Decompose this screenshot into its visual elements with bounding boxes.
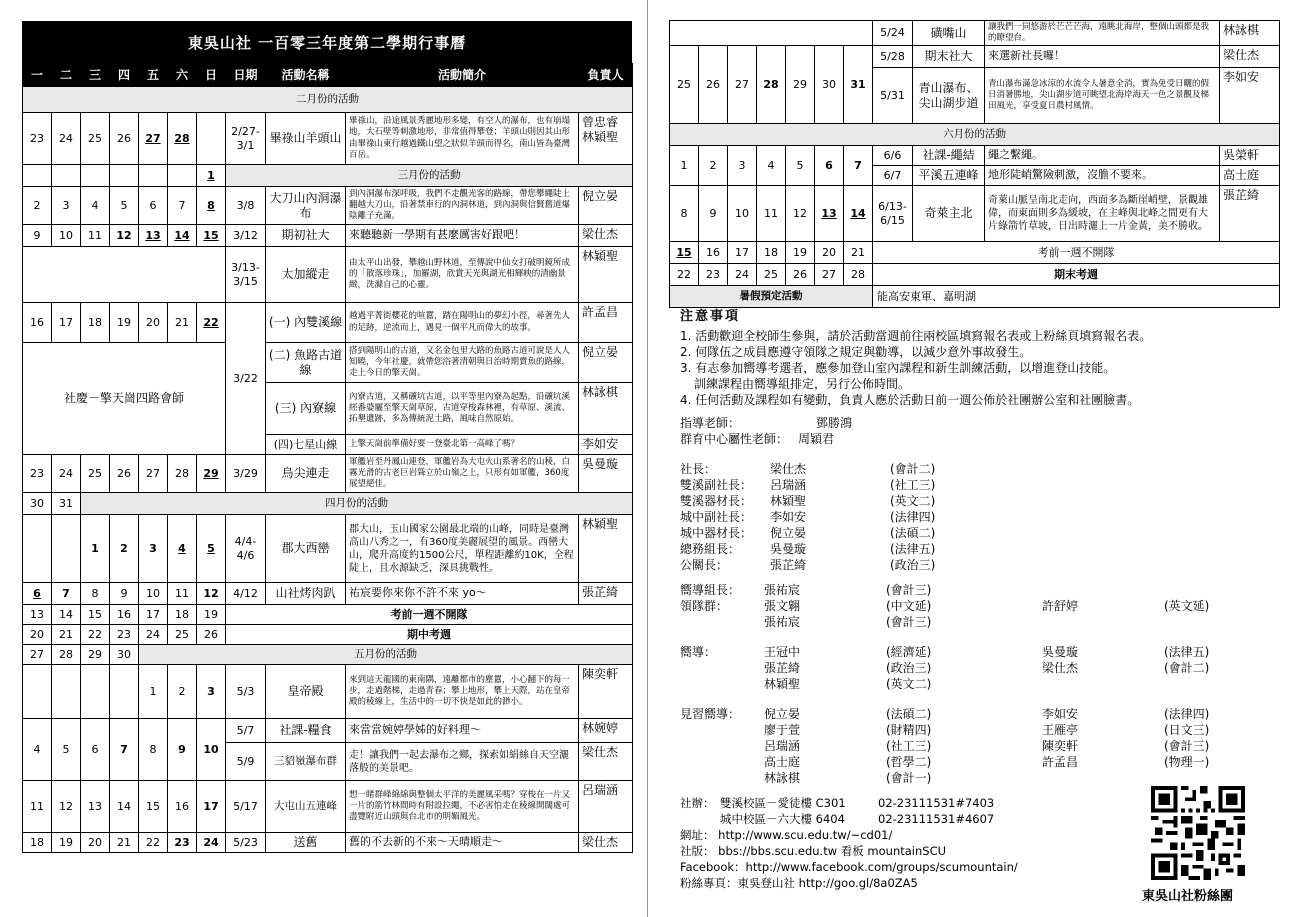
note-item: 1. 活動歡迎全校師生參與，請於活動當週前往兩校區填寫報名表或上粉絲頁填寫報名表。 <box>680 328 1152 343</box>
anniversary-label: 社慶－擎天崗四路會師 <box>23 343 226 455</box>
table-row: 11 12 13 14 15 16 17 5/17 大屯山五連峰 想一睹群峰綿綿與整個太平洋的美麗風采嗎？穿梭在一片又一片的箭竹林間時有附設拉繩，不必害怕走在稜線開闊處可盡覽附近山頭與台北市的明媚風光。 呂瑞涵 <box>23 781 633 833</box>
day-tue: 二 <box>52 64 81 87</box>
table-row: 9 10 11 12 13 14 15 3/12 期初社大 來聽聽新一學期有甚麼厲害好跟吧！ 梁仕杰 <box>23 225 633 247</box>
table-row: 1 2 3 4 5 4/4-4/6 郡大西巒 郡大山，玉山國家公園最北端的山峰，同時是臺灣高山八秀之一，有360度美麗展望的風景。西巒大山，爬升高度約1500公尺，單程距離約10K，全程陡上，且水源缺乏，深具挑戰性。 林穎聖 <box>23 515 633 583</box>
table-row <box>670 286 1280 308</box>
qr-label: 東吳山社粉絲團 <box>1142 889 1234 904</box>
qr-code-icon[interactable] <box>1146 786 1250 880</box>
table-row: 3/13-3/15 太加縱走 由太平山出發，攀越山野林道，至傳說中仙女打破明鏡所成的「散落珍珠」，加羅湖，欣賞天光與湖光相輝映的清幽景緻，洗滌自己的心靈。 林穎聖 <box>23 247 633 303</box>
section-feb: 二月份的活動 <box>23 87 633 113</box>
table-row: 8 9 10 11 12 13 14 6/13-6/15 奇萊主北 奇萊山脈呈南北走向，西面多為斷崖峭壁，景觀雄偉，而東面則多為緩坡，在主峰與北峰之間更有大片綠箭竹草坡，日出時灑上一片金黃，美不勝收。 張芷綺 <box>670 186 1280 242</box>
table-row: 23 24 25 26 27 28 29 3/29 烏尖連走 軍艦岩至丹鳳山連登，軍艦岩為大屯火山系著名的山稜，白霧光滑的古老巨岩聳立於山嶺之上，只形有如軍艦，360度展望絕佳。 吳曼璇 <box>23 455 633 493</box>
table-row: 16 17 18 19 20 21 22 3/22 (一) 內雙溪線 越過平菁街櫻花的喧囂，踏在陽明山的夢幻小徑，尋著先人的足跡，逆流而上，遇見一個平凡而偉大的故事。 許孟昌 <box>23 303 633 343</box>
table-row: 1 2 3 4 5 6 7 6/6 社課-繩結 繩之繫繩。 吳榮軒 <box>670 146 1280 166</box>
owner-header: 負責人 <box>579 64 633 87</box>
date-header: 日期 <box>226 64 266 87</box>
guides: 嚮導組長： 張祐宸 (會計三) 領隊群： 張文翱 (中文延) 許舒婷 (英文延) 張祐宸 (會計三) 嚮導： 王冠中 (經濟延) 吳曼璇 (法律五) 張芷綺 (政治三) 梁仕杰 (會計二) 林穎聖 (英文二) 見習嚮導： 倪立晏 (法碩二) 李如安 (法律四) 廖于萱 (財精四) 王雁亭 (日文三) 呂瑞涵 (社工三) 陳奕軒 (會計三) 高士庭 (哲學二) 許孟昌 (物理一) 林詠棋 (會計一) <box>680 583 1210 785</box>
calendar-title: 東吳山社 一百零三年度第二學期行事曆 <box>22 21 632 63</box>
notes-section <box>680 308 1151 408</box>
table-row: 5/24 磺嘴山 讓我們一同悠游於芒芒芒海，遠眺北海岸，整個山頭都是我的瞭望台。 林詠棋 <box>670 21 1280 46</box>
note-item: 訓練課程由嚮導組排定，另行公佈時間。 <box>694 377 911 392</box>
section-jun: 六月份的活動 <box>670 124 1280 146</box>
day-thu: 四 <box>110 64 139 87</box>
facebook-link[interactable]: Facebook：http://www.facebook.com/groups/scumountain/ <box>680 859 1018 874</box>
table-row: (四)七星山線 上擎天崗前準備好要一登臺北第一高峰了嗎？ 李如安 <box>23 435 633 455</box>
table-row: 18 19 20 21 22 23 24 5/23 送舊 舊的不去新的不來～天晴順走～ 梁仕杰 <box>23 833 633 853</box>
bbs-link[interactable]: 社版： bbs://bbs.scu.edu.tw 看板 mountainSCU <box>680 843 947 858</box>
table-row: 6/7 平溪五連峰 地形陡峭驚險刺激，沒膽不要來。 高士庭 <box>670 166 1280 186</box>
calendar-table-right <box>669 20 1280 308</box>
section-mar: 三月份的活動 <box>226 165 633 187</box>
table-row: 4 5 6 7 8 9 10 5/7 社課-糧食 來當當婉婷學姊的好料理～ 林婉婷 <box>23 719 633 743</box>
note-item: 3. 有志參加嚮導考選者，應參加登山室內課程和新生訓練活動，以增進登山技能。 <box>680 360 1116 375</box>
table-row: 20 21 22 23 24 25 26 期中考週 <box>23 625 633 645</box>
table-row: 2 3 4 5 6 7 8 3/8 大刀山內洞瀑布 到內洞瀑布深呼吸，我們不走觀光客的路線，帶您攀繩陡上翻越大刀山，沿著禁車行的內洞林道，到內洞與信賢舊道爆陰離子充滿。 倪立晏 <box>23 187 633 225</box>
notes-title: 注意事項 <box>680 309 741 324</box>
table-row: 25 26 27 28 29 30 31 5/28 期末社大 來選新社長囉！ 梁仕杰 <box>670 46 1280 68</box>
officers: 社長： 梁仕杰 (會計二) 雙溪副社長： 呂瑞涵 (社工三) 雙溪器材長： 林穎聖 (英文二) 城中副社長： 李如安 (法律四) 城中器材長： 倪立晏 (法碩二) 總務組長： 吳曼璇 (法律五) 公關長： 張芷綺 (政治三) <box>680 462 936 572</box>
advisors: 指導老師： 鄧勝鴻 群育中心屬性老師： 周穎君 <box>680 416 853 446</box>
day-fri: 五 <box>139 64 168 87</box>
table-row: 5/9 三貂嶺瀑布群 走！讓我們一起去瀑布之鄉，探索如絹絲自天空灑落般的美景吧。 梁仕杰 <box>23 743 633 781</box>
table-row: 22 23 24 25 26 27 28 期末考週 <box>670 264 1280 286</box>
table-row: 15 16 17 18 19 20 21 考前一週不開隊 <box>670 242 1280 264</box>
table-row: 5/31 青山瀑布、尖山湖步道 青山瀑布滿急冰涼的水流令人暑意全消，實為免受日曬的假日消暑勝地，尖山湖步道可眺望北海岸海天一色之景觀及梯田風光，享受夏日農村風情。 李如安 <box>670 68 1280 124</box>
website-link[interactable]: 網址： http://www.scu.edu.tw/~cd01/ <box>680 828 893 842</box>
day-sat: 六 <box>168 64 197 87</box>
day-sun: 日 <box>197 64 226 87</box>
table-row: (三) 內寮線 內寮古道，又稱礦坑古道，以平等里內寮為起點，沿礦坑溪經番婆屬至擎天崗草原，古道穿梭森林裡，有草原、溪流、拓墾遺跡，多為傳統泥土路，風味自然原始。 林詠棋 <box>23 383 633 435</box>
note-item: 2. 何隊伍之成員應遵守領隊之規定與勸導，以減少意外事故發生。 <box>680 344 1032 359</box>
fanpage-link[interactable]: 粉絲專頁：東吳登山社 http://goo.gl/8a0ZA5 <box>680 875 918 890</box>
day-mon: 一 <box>23 64 52 87</box>
activity-header: 活動名稱 <box>266 64 346 87</box>
section-apr: 四月份的活動 <box>81 493 633 515</box>
table-row: 23 24 25 26 27 28 2/27-3/1 畢祿山羊頭山 畢祿山，沿途風景秀麗地形多變，有空人的瀑布，也有崩塌地，大石壁等刺激地形，非常值得攀登；羊頭山則因其山形由畢祿山東行越過鐵山望之狀似羊頭而得名，南山皆為臺灣百岳。 曾忠睿 林穎聖 <box>23 113 633 165</box>
table-row: 1 2 3 5/3 皇帝殿 來到這天龍國的東南隅，遠離都市的塵囂，小心翻下的每一步，走過階梯，走過青春；攀上地形，攀上天際，站在皇帝殿的稜線上，生活中的一切不快是如此的渺小。 陳奕軒 <box>23 665 633 719</box>
table-row: 13 14 15 16 17 18 19 考前一週不開隊 <box>23 605 633 625</box>
calendar-table-left: 一 二 三 四 五 六 日 日期 活動名稱 活動簡介 負責人 二月份的活動 23 24 25 26 27 28 2/27-3/1 畢祿山羊頭山 畢祿山，沿途風景秀麗地形多變，有空人的瀑布，也有崩塌地，大石壁等刺激地形，非常值得攀登；羊頭山則因其山形由畢祿山東行越過鐵山望之狀似羊頭而得名，南山皆為臺灣百岳。 曾忠睿 林穎聖 1 三月份的活動 2 3 4 5 6 7 8 3/8 大刀山內洞瀑布 到內洞瀑布深呼吸，我們不走觀光客的路線，帶您攀繩陡上翻越大刀山，沿著禁車行的內洞林道，到內洞與信賢舊道爆陰離子充滿。 倪立晏 9 10 11 12 13 14 15 3/12 期初社大 來聽聽新一學期有甚麼厲害好跟吧！ 梁仕杰 3/13-3/15 太加縱走 由太平山出發，攀越山野林道，至傳說中仙女打破明鏡所成的「散落珍珠」，加羅湖，欣賞天光與湖光相輝映的清幽景緻，洗滌自己的心靈。 林穎聖 16 17 18 19 20 21 22 3/22 (一) 內雙溪線 越過平菁街櫻花的喧囂，踏在陽明山的夢幻小徑，尋著先人的足跡，逆流而上，遇見一個平凡而偉大的故事。 許孟昌 社慶－擎天崗四路會師 (二) 魚路古道線 搭到陽明山的古道，又名金包里大路的魚路古道可說是人人知曉，今年社慶，就帶您浴著清朝與日治時期賣魚的路線，走上今日的擎天崗。 倪立晏 (三) 內寮線 內寮古道，又稱礦坑古道，以平等里內寮為起點，沿礦坑溪經番婆屬至擎天崗草原，古道穿梭森林裡，有草原、溪流、拓墾遺跡，多為傳統泥土路，風味自然原始。 林詠棋 (四)七星山線 上擎天崗前準備好要一登臺北第一高峰了嗎？ 李如安 23 24 25 26 27 28 29 3/29 烏尖連走 軍艦岩至丹鳳山連登，軍艦岩為大屯火山系著名的山稜，白霧光滑的古老巨岩聳立於山嶺之上，只形有如軍艦，360度展望絕佳。 吳曼璇 30 31 四月份的活動 1 2 3 4 5 4/4-4/6 郡大西巒 郡大山，玉山國家公園最北端的山峰，同時是臺灣高山八秀之一，有360度美麗展望的風景。西巒大山，爬升高度約1500公尺，單程距離約10K，全程陡上，且水源缺乏，深具挑戰性。 林穎聖 6 7 8 9 10 11 12 4/12 山社烤肉趴 祐宸要你來你不許不來 yo～ 張芷綺 13 14 15 16 17 18 19 考前一週不開隊 20 21 22 23 24 25 26 期中考週 27 28 29 30 五月份的活動 1 2 3 5/3 皇帝殿 來到這天龍國的東南隅，遠離都市的塵囂，小心翻下的每一步，走過階梯，走過青春；攀上地形，攀上天際，站在皇帝殿的稜線上，生活中的一切不快是如此的渺小。 陳奕軒 4 5 6 7 8 9 10 5/7 社課-糧食 來當當婉婷學姊的好料理～ 林婉婷 5/9 三貂嶺瀑布群 走！讓我們一起去瀑布之鄉，探索如絹絲自天空灑落般的美景吧。 梁仕杰 11 12 13 14 15 16 17 5/17 大屯山五連峰 想一睹群峰綿綿與整個太平洋的美麗風采嗎？穿梭在一片又一片的箭竹林間時有附設拉繩，不必害怕走在稜線開闊處可盡覽附近山頭與台北市的明媚風光。 呂瑞涵 18 19 20 21 22 23 24 5/23 送舊 舊的不去新的不來～天晴順走～ 梁仕杰 <box>22 63 633 853</box>
table-row: 6 7 8 9 10 11 12 4/12 山社烤肉趴 祐宸要你來你不許不來 yo～ 張芷綺 <box>23 583 633 605</box>
summer-plan: 能高安東軍、嘉明湖 <box>873 286 1280 308</box>
contact-info: 社辦： 雙溪校區－愛徒樓 C301 02-23111531#7403 城中校區－六大樓 6404 02-23111531#4607 網址： http://www.scu.edu.tw/~cd01/ 社版： bbs://bbs.scu.edu.tw 看板 mountainSCU Facebook：http://www.facebook.com/groups/scumountain/ 粉絲專頁：東吳登山社 http://goo.gl/8a0ZA5 <box>680 796 1018 890</box>
section-may: 五月份的活動 <box>139 645 633 665</box>
note-item: 4. 任何活動及課程如有變動，負責人應於活動日前一週公佈於社團辦公室和社團臉書。 <box>680 393 1140 408</box>
section-summer: 暑假預定活動 <box>670 286 873 308</box>
table-row: 社慶－擎天崗四路會師 (二) 魚路古道線 搭到陽明山的古道，又名金包里大路的魚路古道可說是人人知曉，今年社慶，就帶您浴著清朝與日治時期賣魚的路線，走上今日的擎天崗。 倪立晏 <box>23 343 633 383</box>
day-wed: 三 <box>81 64 110 87</box>
desc-header: 活動簡介 <box>346 64 579 87</box>
